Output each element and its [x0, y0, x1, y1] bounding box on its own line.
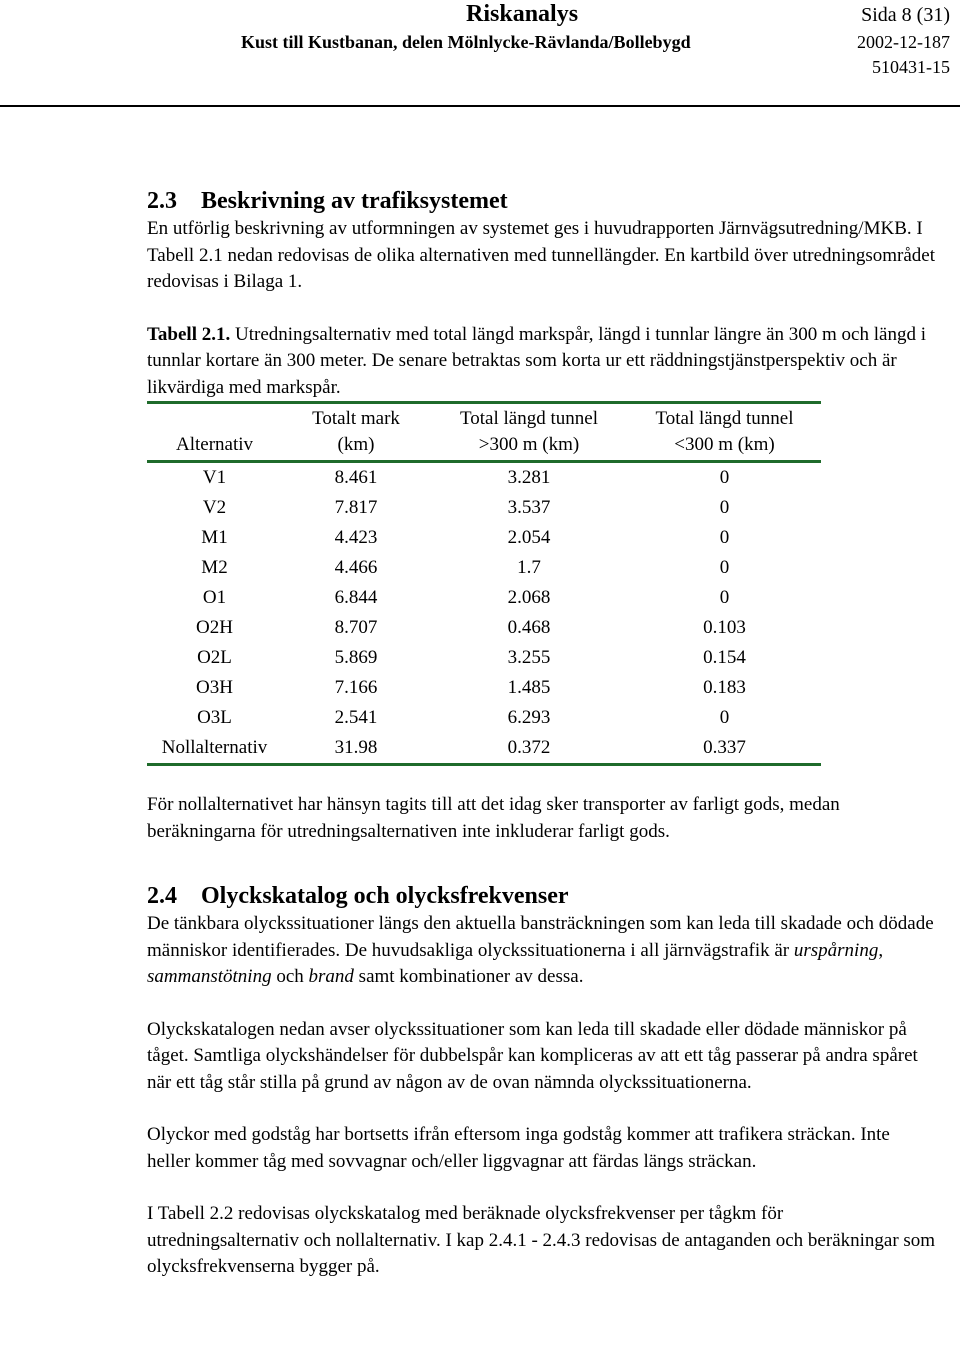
cell-long-tunnel: 0.468: [507, 617, 551, 638]
cell-long-tunnel: 2.068: [507, 587, 551, 608]
cell-short-tunnel: 0: [719, 467, 730, 488]
cell-long-tunnel: 1.485: [507, 677, 551, 698]
page-header: [0, 0, 960, 108]
section-heading-2-4: 2.4 Olyckskatalog och olycksfrekvenser: [147, 883, 569, 909]
cell-long-tunnel: 6.293: [507, 707, 551, 728]
cell-long-tunnel: 3.537: [507, 497, 551, 518]
section-heading-2-3: 2.3 Beskrivning av trafiksystemet: [147, 188, 508, 214]
table-row: [147, 553, 821, 583]
cell-long-tunnel: 3.255: [507, 647, 551, 668]
zero-alternative-note: För nollalternativet har hänsyn tagits till att det idag sker transporter av farligt gods, medan beräkningarna för utredningsalternativen inte inkluderar farligt gods.: [147, 794, 840, 842]
section-2-3-intro: En utförlig beskrivning av utformningen av systemet ges i huvudrapporten Järnvägsutredning/MKB. I Tabell 2.1 nedan redovisas de olika alternativen med tunnellängder. En kartbild över utredningsområdet redovisas i Bilaga 1.: [147, 218, 935, 292]
cell-short-tunnel: 0: [719, 527, 730, 548]
table-row: [147, 673, 821, 703]
table-caption-note: De senare betraktas som korta ur ett räddningstjänstperspektiv och är likvärdiga med markspår.: [147, 350, 897, 398]
table-caption-label: Tabell 2.1.: [147, 323, 231, 345]
table-row: [147, 733, 821, 765]
cell-total-mark: 31.98: [282, 733, 430, 765]
page-number: Sida 8 (31): [861, 4, 950, 26]
cell-total-mark: 4.423: [334, 527, 378, 548]
cell-short-tunnel: 0: [719, 557, 730, 578]
cell-alternative: O1: [202, 587, 227, 608]
cell-short-tunnel: 0: [719, 587, 730, 608]
cell-alternative: M1: [201, 527, 228, 548]
cell-long-tunnel: 2.054: [507, 527, 551, 548]
cell-total-mark: 5.869: [334, 647, 378, 668]
cell-long-tunnel: 0.372: [430, 733, 628, 765]
table-row: [147, 462, 821, 494]
cell-total-mark: 7.166: [334, 677, 378, 698]
report-title: Riskanalys: [466, 1, 579, 27]
table-row: [147, 523, 821, 553]
cell-alternative: O2H: [196, 617, 233, 638]
section-2-4-paragraph-3: Olyckor med godståg har bortsetts ifrån eftersom inga godståg kommer att trafikera sträckan. Inte heller kommer tåg med sovvagnar och/eller liggvagnar att färdas längs sträckan.: [147, 1124, 890, 1172]
cell-alternative: O3H: [196, 677, 233, 698]
cell-total-mark: 8.707: [334, 617, 378, 638]
col-header-alternative: Alternativ: [147, 403, 282, 462]
document-number: 2002-12-187: [857, 32, 950, 52]
col-header-short-tunnel: Total längd tunnel <300 m (km): [628, 403, 821, 462]
cell-total-mark: 6.844: [334, 587, 378, 608]
cell-total-mark: 4.466: [334, 557, 378, 578]
table-row: [147, 583, 821, 613]
document-date: 510431-15: [872, 57, 950, 77]
table-row: [147, 703, 821, 733]
table-caption-text: Utredningsalternativ med total längd markspår, längd i tunnlar längre än 300 m och längd i tunnlar kortare än 300 meter.: [147, 323, 926, 371]
cell-long-tunnel: 3.281: [507, 467, 551, 488]
section-2-4-paragraph-1: De tänkbara olyckssituationer längs den aktuella bansträckningen som kan leda till skadade och dödade människor identifierades. De huvudsakliga olyckssituationerna i all järnvägstrafik är urspårning, sammanstötning och brand samt kombinationer av dessa.: [147, 913, 934, 987]
page-body: [147, 186, 937, 1281]
cell-alternative: O3L: [197, 707, 232, 728]
table-row: [147, 643, 821, 673]
cell-alternative: M2: [201, 557, 228, 578]
section-2-4-paragraph-2: Olyckskatalogen nedan avser olyckssituationer som kan leda till skadade eller dödade människor på tåget. Samtliga olyckshändelser för dubbelspår kan kompliceras av att ett tåg passerar på andra spåret när ett tåg står stilla på grund av någon av de ovan nämnda olyckssituationerna.: [147, 1018, 918, 1093]
cell-short-tunnel: 0.337: [628, 733, 821, 765]
col-header-long-tunnel: Total längd tunnel >300 m (km): [430, 403, 628, 462]
cell-alternative: O2L: [197, 647, 232, 668]
cell-short-tunnel: 0.103: [703, 617, 746, 638]
section-2-4-paragraph-4: I Tabell 2.2 redovisas olyckskatalog med beräknade olycksfrekvenser per tågkm för utredningsalternativ och nollalternativ. I kap 2.4.1 - 2.4.3 redovisas de antaganden och beräkningar som olycksfrekvenserna bygger på.: [147, 1203, 936, 1277]
table-caption: [147, 322, 937, 402]
cell-alternative: V1: [202, 467, 227, 488]
cell-short-tunnel: 0.183: [703, 677, 746, 698]
table-row: [147, 493, 821, 523]
cell-short-tunnel: 0: [719, 497, 730, 518]
cell-alternative: V2: [202, 497, 227, 518]
cell-long-tunnel: 1.7: [517, 557, 541, 578]
header-divider: [0, 105, 960, 107]
table-row: [147, 613, 821, 643]
alternatives-table: [147, 401, 821, 766]
cell-alternative: Nollalternativ: [147, 733, 282, 765]
report-subtitle: Kust till Kustbanan, delen Mölnlycke-Rävlanda/Bollebygd: [241, 32, 691, 52]
cell-total-mark: 8.461: [334, 467, 378, 488]
cell-short-tunnel: 0.154: [703, 647, 746, 668]
cell-total-mark: 2.541: [334, 707, 378, 728]
col-header-total-mark: Totalt mark (km): [282, 403, 430, 462]
cell-total-mark: 7.817: [334, 497, 378, 518]
cell-short-tunnel: 0: [719, 707, 730, 728]
